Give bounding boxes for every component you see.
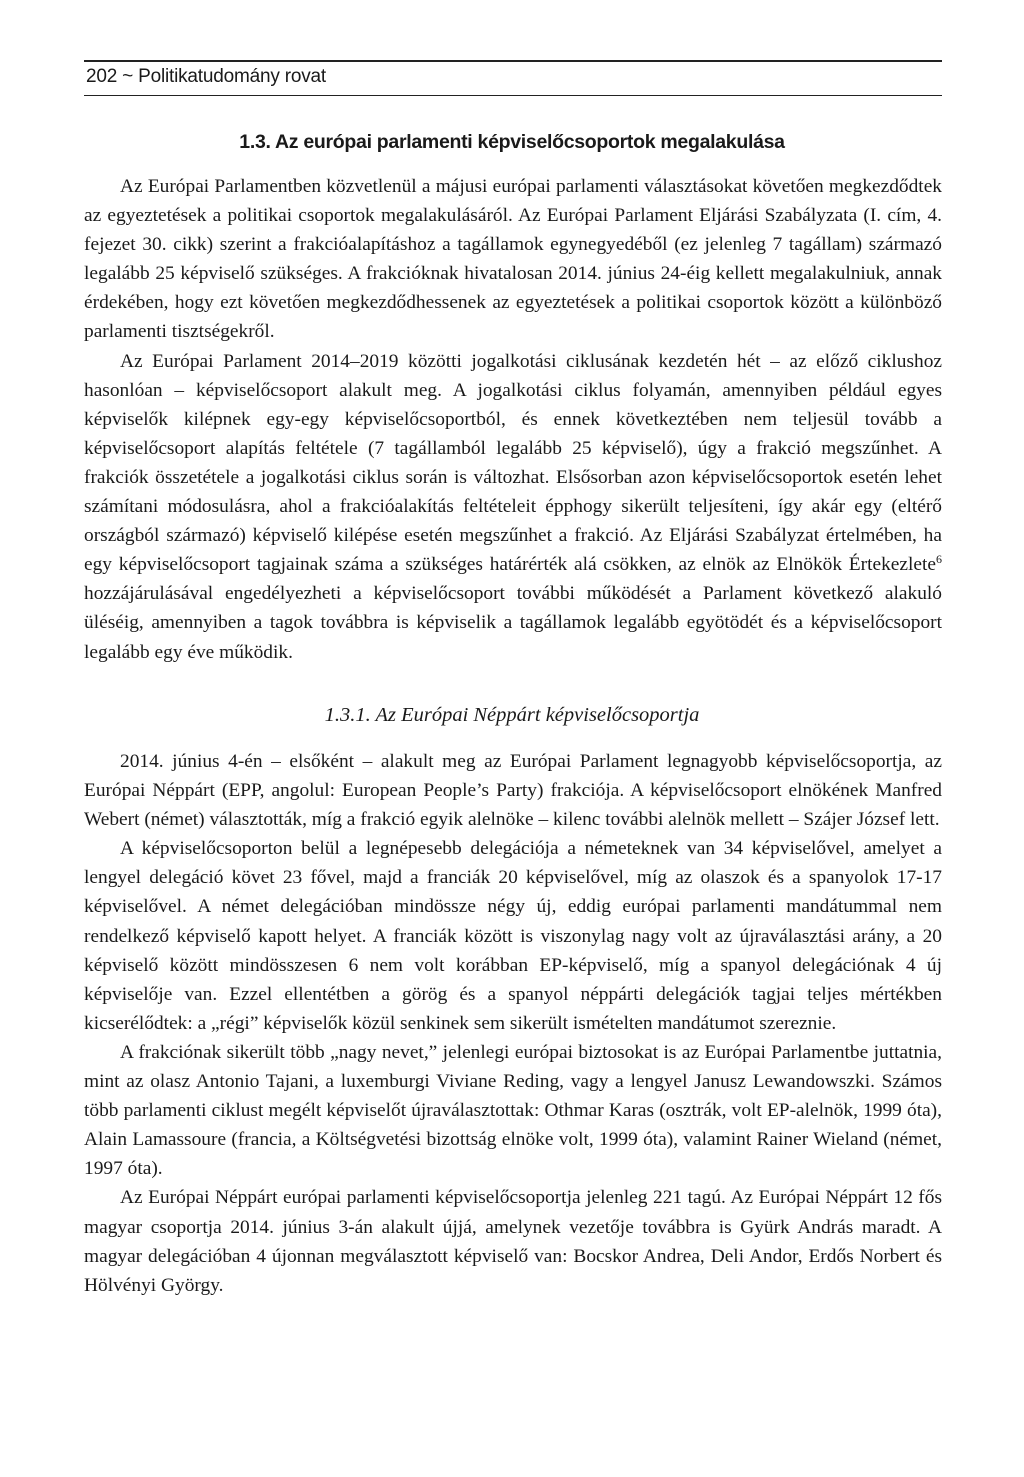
paragraph: Az Európai Néppárt európai parlamenti képviselőcsoportja jelenleg 221 tagú. Az Európai Néppárt 12 fős magyar csoportja 2014. június 3-án alakult újjá, amelynek vezetője továbbra is Gyürk András maradt. A magyar delegációban 4 újonnan megválasztott képviselő van: Bocskor Andrea, Deli Andor, Erdős Norbert és Hölvényi György. [84, 1187, 942, 1296]
paragraph: A frakciónak sikerült több „nagy nevet,” jelenlegi európai biztosokat is az Európai Parlamentbe juttatnia, mint az olasz Antonio Tajani, a luxemburgi Viviane Reding, vagy a lengyel Janusz Lewandowszki. Számos több parlamenti ciklust megélt képviselőt újraválasztottak: Othmar Karas (osztrák, volt EP-alelnök, 1999 óta), Alain Lamassoure (francia, a Költségvetési bizottság elnöke volt, 1999 óta), valamint Rainer Wieland (német, 1997 óta). [84, 1041, 942, 1180]
paragraph: Az Európai Parlamentben közvetlenül a májusi európai parlamenti választásokat követően megkezdődtek az egyeztetések a politikai csoportok megalakulásáról. Az Európai Parlament Eljárási Szabályzata (I. cím, 4. fejezet 30. cikk) szerint a frakcióalapításhoz a tagállamok egynegyedéből (ez jelenleg 7 tagállam) származó legalább 25 képviselő szükséges. A frakcióknak hivatalosan 2014. június 24-éig kellett megalakulniuk, annak érdekében, hogy ezt követően megkezdődhessenek az egyeztetések a politikai csoportok között a különböző parlamenti tisztségekről. [84, 176, 942, 343]
paragraph: 2014. június 4-én – elsőként – alakult meg az Európai Parlament legnagyobb képviselőcsoportja, az Európai Néppárt (EPP, angolul: European People’s Party) frakciója. A képviselőcsoport elnökének Manfred Webert (német) választották, míg a frakció egyik alelnöke – kilenc további alelnök mellett – Szájer József lett. [84, 751, 942, 831]
paragraph-text: Az Európai Parlament 2014–2019 közötti jogalkotási ciklusának kezdetén hét – az előző ciklushoz hasonlóan – képviselőcsoport alakult meg. A jogalkotási ciklus folyamán, amennyiben például egyes képviselők kilépnek egy-egy képviselőcsoportból, és ennek következtében nem teljesül tovább a képviselőcsoport alapítás feltétele (7 tagállamból legalább 25 képviselő), úgy a frakció megszűnhet. A frakciók összetétele a jogalkotási ciklus során is változhat. Elsősorban azon képviselőcsoportok esetén lehet számítani módosulásra, ahol a frakcióalakítás feltételeit épphogy sikerült teljesíteni, így akár egy (eltérő országból származó) képviselő kilépése esetén megszűnhet a frakció. Az Eljárási Szabályzat értelmében, ha egy képviselőcsoport tagjainak száma a szükséges határérték alá csökken, az elnök az Elnökök Értekezlete [84, 350, 942, 576]
paragraph: A képviselőcsoporton belül a legnépesebb delegációja a németeknek van 34 képviselővel, amelyet a lengyel delegáció követ 23 fővel, majd a franciák 20 képviselővel, míg az olaszok és a spanyolok 17-17 képviselővel. A német delegációban mindössze négy új, eddig európai parlamenti mandátummal nem rendelkező képviselő kapott helyet. A franciák között is viszonylag nagy volt az újraválasztási arány, a 20 képviselő között mindösszesen 6 nem volt korábban EP-képviselő, míg a spanyol delegációnak 4 új képviselője van. Ezzel ellentétben a görög és a spanyol néppárti delegációk tagjai teljes mértékben kicserélődtek: a „régi” képviselők közül senkinek sem sikerült ismételten mandátumot szereznie. [84, 838, 942, 1034]
subsection-body [84, 747, 942, 1300]
running-head-text: 202 ~ Politikatudomány rovat [86, 66, 326, 87]
paragraph-text: hozzájárulásával engedélyezheti a képviselőcsoport további működését a Parlament következő alakuló üléséig, amennyiben a tagok továbbra is képviselik a tagállamok legalább egyötödét és a képviselőcsoport legalább egy éve működik. [84, 583, 942, 663]
subsection-heading: 1.3.1. Az Európai Néppárt képviselőcsoportja [324, 704, 700, 726]
section-heading: 1.3. Az európai parlamenti képviselőcsoportok megalakulása [239, 131, 785, 153]
section-body [84, 172, 942, 667]
paragraph [84, 347, 942, 667]
running-header [84, 60, 942, 96]
footnote-reference: 6 [936, 552, 942, 567]
